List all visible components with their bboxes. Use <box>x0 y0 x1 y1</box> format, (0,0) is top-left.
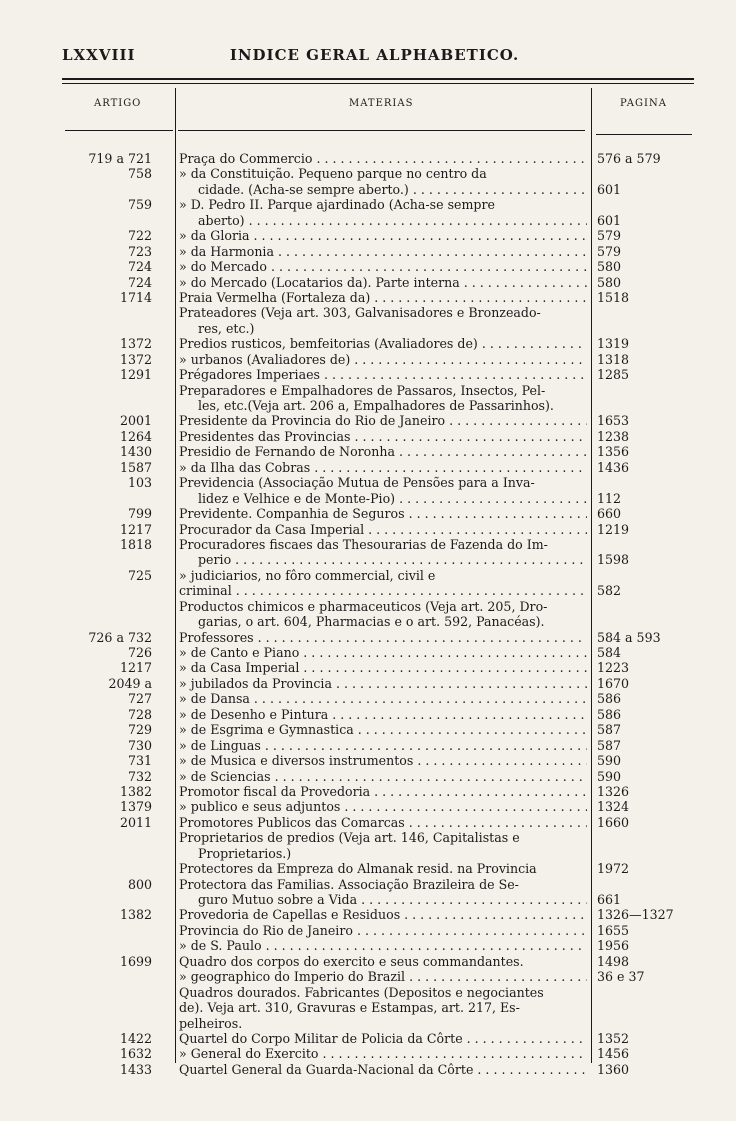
materia-cell: cidade. (Acha-se sempre aberto.) . . . <box>198 182 587 197</box>
artigo-cell: 723 <box>127 243 152 259</box>
materia-cell: perio . . . <box>198 552 587 567</box>
materia-cell: Praia Vermelha (Fortaleza da) . . . <box>179 290 587 305</box>
artigo-cell: 1372 <box>119 351 152 367</box>
artigo-cell: 724 <box>127 259 152 275</box>
index-row <box>0 1000 736 1015</box>
index-row <box>0 522 736 537</box>
materia-cell: aberto) . . . <box>198 213 587 228</box>
index-row <box>0 321 736 336</box>
pagina-cell: 1360 <box>597 1061 630 1077</box>
index-row <box>0 830 736 845</box>
artigo-cell: 758 <box>127 166 152 182</box>
index-row <box>0 784 736 799</box>
index-row <box>0 506 736 521</box>
artigo-cell: 1433 <box>119 1061 152 1077</box>
pagina-cell: 1456 <box>597 1046 630 1062</box>
materia-cell: » do Mercado (Locatarios da). Parte interna . . . <box>179 275 587 290</box>
artigo-cell: 759 <box>127 197 152 213</box>
artigo-cell: 1217 <box>119 660 152 676</box>
artigo-cell: 724 <box>127 274 152 290</box>
artigo-cell: 726 <box>127 645 152 660</box>
artigo-cell: 725 <box>127 567 152 583</box>
index-row <box>0 753 736 768</box>
pagina-cell: 586 <box>597 691 622 707</box>
pagina-cell: 1326 <box>597 783 630 799</box>
materia-cell: » de Desenho e Pintura . . . <box>179 707 587 722</box>
index-row <box>0 1046 736 1061</box>
materia-cell: Quartel do Corpo Militar de Policia da Côrte . . . <box>179 1031 587 1046</box>
artigo-cell: 1291 <box>119 367 152 383</box>
artigo-cell: 1818 <box>119 536 152 552</box>
index-row <box>0 151 736 166</box>
pagina-cell: 584 a 593 <box>597 629 661 645</box>
pagina-cell: 587 <box>597 737 622 753</box>
materia-cell: Prégadores Imperiaes . . . <box>179 367 587 382</box>
page-title: INDICE GERAL ALPHABETICO. <box>229 46 520 64</box>
materia-cell: Presidente da Provincia do Rio de Janeiro . . . <box>179 413 587 428</box>
materia-cell: Procurador da Casa Imperial . . . <box>179 522 587 537</box>
artigo-cell: 1264 <box>119 428 152 444</box>
artigo-cell: 1379 <box>119 799 152 815</box>
index-table <box>0 151 736 1077</box>
pagina-cell: 1972 <box>597 861 630 877</box>
index-row <box>0 877 736 892</box>
artigo-cell: 1699 <box>119 953 152 969</box>
index-row <box>0 568 736 583</box>
materia-cell: » jubilados da Provincia . . . <box>179 676 587 691</box>
materia-cell: Quadro dos corpos do exercito e seus commandantes. <box>179 953 524 969</box>
page-number: LXXVIII <box>62 46 136 64</box>
index-row <box>0 491 736 506</box>
artigo-cell: 732 <box>127 768 152 784</box>
index-row <box>0 444 736 459</box>
pagina-cell: 579 <box>597 228 622 244</box>
index-row <box>0 1016 736 1031</box>
artigo-cell: 728 <box>127 706 152 722</box>
index-row <box>0 305 736 320</box>
index-row <box>0 552 736 567</box>
pagina-cell: 601 <box>597 212 622 228</box>
index-row <box>0 290 736 305</box>
index-row <box>0 938 736 953</box>
materia-cell: Prateadores (Veja art. 303, Galvanisadores e Bronzeado- <box>179 305 541 321</box>
pagina-cell: 1956 <box>597 938 630 954</box>
materia-cell: » da Ilha das Cobras . . . <box>179 460 587 475</box>
materia-cell: Productos chimicos e pharmaceuticos (Veja art. 205, Dro- <box>179 598 548 614</box>
index-row <box>0 614 736 629</box>
materia-cell: » geographico do Imperio do Brazil . . . <box>179 969 587 984</box>
materia-cell: guro Mutuo sobre a Vida . . . <box>198 892 587 907</box>
artigo-cell: 719 a 721 <box>88 151 152 166</box>
index-row <box>0 413 736 428</box>
index-row <box>0 799 736 814</box>
index-row <box>0 383 736 398</box>
pagina-cell: 36 e 37 <box>597 969 645 985</box>
index-row <box>0 815 736 830</box>
index-row <box>0 244 736 259</box>
pagina-cell: 1598 <box>597 552 630 568</box>
materia-cell: Predios rusticos, bemfeitorias (Avaliadores de) . . . <box>179 336 587 351</box>
index-row <box>0 352 736 367</box>
pagina-cell: 590 <box>597 768 622 784</box>
pagina-cell: 1238 <box>597 428 630 444</box>
pagina-cell: 1356 <box>597 444 630 460</box>
index-row <box>0 398 736 413</box>
column-rule-materias <box>178 130 585 131</box>
artigo-cell: 722 <box>127 228 152 244</box>
pagina-cell: 1653 <box>597 413 630 429</box>
materia-cell: Presidentes das Provincias . . . <box>179 429 587 444</box>
materia-cell: » da Harmonia . . . <box>179 244 587 259</box>
materia-cell: » da Gloria . . . <box>179 228 587 243</box>
column-header-materias: MATERIAS <box>349 98 414 109</box>
materia-cell: Previdente. Companhia de Seguros . . . <box>179 506 587 521</box>
artigo-cell: 1422 <box>119 1030 152 1046</box>
page-header <box>62 46 687 70</box>
index-row <box>0 166 736 181</box>
index-row <box>0 738 736 753</box>
materia-cell: Previdencia (Associação Mutua de Pensões para a Inva- <box>179 475 535 491</box>
materia-cell: res, etc.) <box>198 320 255 336</box>
pagina-cell: 1223 <box>597 660 630 676</box>
pagina-cell: 579 <box>597 243 622 259</box>
index-row <box>0 213 736 228</box>
pagina-cell: 580 <box>597 259 622 275</box>
materia-cell: pelheiros. <box>179 1015 243 1031</box>
materia-cell: criminal . . . <box>179 583 587 598</box>
artigo-cell: 2011 <box>119 814 152 830</box>
materia-cell: Praça do Commercio . . . <box>179 151 587 166</box>
pagina-cell: 584 <box>597 645 622 660</box>
artigo-cell: 1382 <box>119 783 152 799</box>
materia-cell: » de Dansa . . . <box>179 691 587 706</box>
materia-cell: lidez e Velhice e de Monte-Pio) . . . <box>198 491 587 506</box>
index-row <box>0 1062 736 1077</box>
pagina-cell: 661 <box>597 892 622 907</box>
materia-cell: Procuradores fiscaes das Thesourarias de Fazenda do Im- <box>179 536 548 552</box>
pagina-cell: 1518 <box>597 289 630 305</box>
index-row <box>0 969 736 984</box>
pagina-cell: 1352 <box>597 1030 630 1046</box>
materia-cell: Professores . . . <box>179 630 587 645</box>
index-row <box>0 367 736 382</box>
header-rule-bottom <box>62 83 694 84</box>
artigo-cell: 1382 <box>119 907 152 923</box>
column-header-artigo: ARTIGO <box>94 98 142 109</box>
index-row <box>0 660 736 675</box>
index-row <box>0 892 736 907</box>
pagina-cell: 1655 <box>597 922 630 938</box>
index-row <box>0 275 736 290</box>
pagina-cell: 1324 <box>597 799 630 815</box>
column-rule-artigo <box>65 130 173 131</box>
pagina-cell: 1319 <box>597 336 630 352</box>
pagina-cell: 1498 <box>597 953 630 969</box>
index-row <box>0 722 736 737</box>
pagina-cell: 1285 <box>597 367 630 383</box>
pagina-cell: 1670 <box>597 675 630 691</box>
index-row <box>0 676 736 691</box>
materia-cell: » General do Exercito . . . <box>179 1046 587 1061</box>
artigo-cell: 1217 <box>119 521 152 537</box>
pagina-cell: 1326—1327 <box>597 907 674 923</box>
materia-cell: Provincia do Rio de Janeiro . . . <box>179 923 587 938</box>
materia-cell: Provedoria de Capellas e Residuos . . . <box>179 907 587 922</box>
index-row <box>0 182 736 197</box>
index-row <box>0 645 736 660</box>
materia-cell: » de Sciencias . . . <box>179 769 587 784</box>
artigo-cell: 800 <box>127 876 152 892</box>
pagina-cell: 582 <box>597 583 622 599</box>
materia-cell: » publico e seus adjuntos . . . <box>179 799 587 814</box>
index-row <box>0 923 736 938</box>
materia-cell: » urbanos (Avaliadores de) . . . <box>179 352 587 367</box>
header-rule-top <box>62 78 694 80</box>
materia-cell: » de Linguas . . . <box>179 738 587 753</box>
pagina-cell: 1219 <box>597 521 630 537</box>
index-row <box>0 707 736 722</box>
index-row <box>0 1031 736 1046</box>
materia-cell: Quartel General da Guarda-Nacional da Côrte . . . <box>179 1062 587 1077</box>
artigo-cell: 1714 <box>119 289 152 305</box>
pagina-cell: 590 <box>597 753 622 769</box>
pagina-cell: 576 a 579 <box>597 151 661 166</box>
materia-cell: Proprietarios.) <box>198 845 292 861</box>
index-row <box>0 846 736 861</box>
artigo-cell: 730 <box>127 737 152 753</box>
column-rule-pagina <box>596 134 692 135</box>
materia-cell: les, etc.(Veja art. 206 a, Empalhadores de Passarinhos). <box>198 398 554 413</box>
pagina-cell: 586 <box>597 706 622 722</box>
index-row <box>0 228 736 243</box>
materia-cell: » da Constituição. Pequeno parque no centro da <box>179 166 487 182</box>
materia-cell: Protectora das Familias. Associação Brazileira de Se- <box>179 876 519 892</box>
artigo-cell: 799 <box>127 506 152 522</box>
index-row <box>0 583 736 598</box>
artigo-cell: 729 <box>127 722 152 738</box>
index-row <box>0 460 736 475</box>
index-row <box>0 691 736 706</box>
index-row <box>0 429 736 444</box>
index-row <box>0 197 736 212</box>
pagina-cell: 1318 <box>597 351 630 367</box>
materia-cell: garias, o art. 604, Pharmacias e o art. 592, Panacéas). <box>198 614 545 630</box>
artigo-cell: 731 <box>127 753 152 769</box>
materia-cell: Quadros dourados. Fabricantes (Depositos e negociantes <box>179 984 544 1000</box>
index-row <box>0 954 736 969</box>
materia-cell: Promotores Publicos das Comarcas . . . <box>179 815 587 830</box>
index-row <box>0 769 736 784</box>
pagina-cell: 660 <box>597 506 622 522</box>
materia-cell: Protectores da Empreza do Almanak resid. na Provincia <box>179 861 537 877</box>
materia-cell: Proprietarios de predios (Veja art. 146, Capitalistas e <box>179 830 520 846</box>
index-row <box>0 336 736 351</box>
materia-cell: » de Musica e diversos instrumentos . . . <box>179 753 587 768</box>
pagina-cell: 587 <box>597 722 622 738</box>
pagina-cell: 112 <box>597 490 622 506</box>
pagina-cell: 1660 <box>597 814 630 830</box>
pagina-cell: 1436 <box>597 459 630 475</box>
index-row <box>0 861 736 876</box>
pagina-cell: 580 <box>597 274 622 290</box>
column-header-pagina: PAGINA <box>620 98 667 109</box>
materia-cell: » de S. Paulo . . . <box>179 938 587 953</box>
materia-cell: de). Veja art. 310, Gravuras e Estampas, art. 217, Es- <box>179 1000 520 1016</box>
materia-cell: » da Casa Imperial . . . <box>179 660 587 675</box>
index-row <box>0 537 736 552</box>
materia-cell: Preparadores e Empalhadores de Passaros, Insectos, Pel- <box>179 382 546 398</box>
materia-cell: » de Esgrima e Gymnastica . . . <box>179 722 587 737</box>
materia-cell: » de Canto e Piano . . . <box>179 645 587 660</box>
index-row <box>0 985 736 1000</box>
artigo-cell: 2049 a <box>108 675 152 691</box>
artigo-cell: 1372 <box>119 336 152 352</box>
materia-cell: » judiciarios, no fôro commercial, civil e <box>179 567 436 583</box>
artigo-cell: 103 <box>127 475 152 491</box>
artigo-cell: 1587 <box>119 459 152 475</box>
materia-cell: » do Mercado . . . <box>179 259 587 274</box>
artigo-cell: 727 <box>127 691 152 707</box>
index-row <box>0 907 736 922</box>
artigo-cell: 1430 <box>119 444 152 460</box>
index-row <box>0 599 736 614</box>
materia-cell: Promotor fiscal da Provedoria . . . <box>179 784 587 799</box>
materia-cell: » D. Pedro II. Parque ajardinado (Acha-se sempre <box>179 197 495 213</box>
index-row <box>0 475 736 490</box>
artigo-cell: 726 a 732 <box>88 629 152 645</box>
index-row <box>0 630 736 645</box>
materia-cell: Presidio de Fernando de Noronha . . . <box>179 444 587 459</box>
index-row <box>0 259 736 274</box>
pagina-cell: 601 <box>597 181 622 197</box>
artigo-cell: 1632 <box>119 1046 152 1062</box>
artigo-cell: 2001 <box>119 413 152 429</box>
